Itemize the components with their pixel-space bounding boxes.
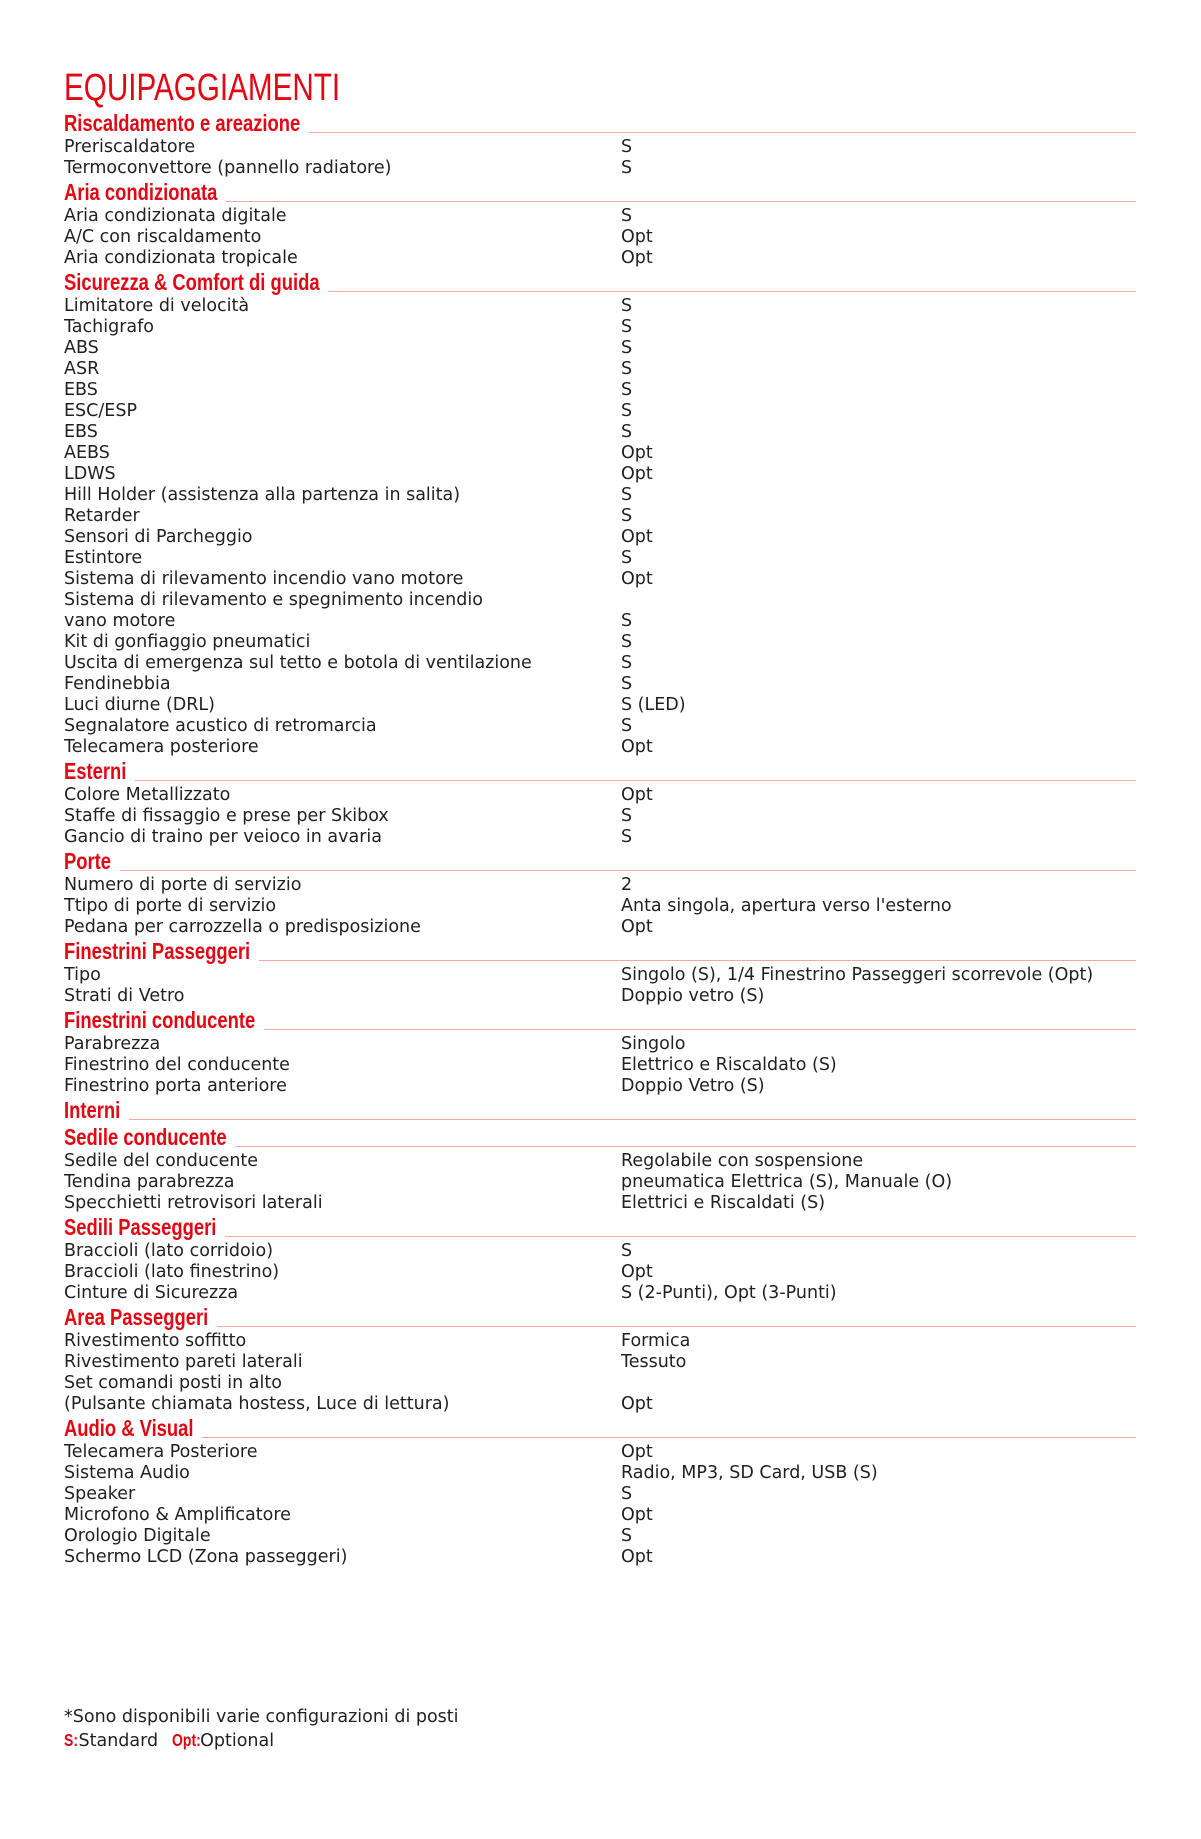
spec-row bbox=[64, 1463, 1136, 1484]
section-divider bbox=[202, 1437, 1136, 1438]
spec-value: Opt bbox=[621, 227, 653, 247]
spec-value: Anta singola, apertura verso l'esterno bbox=[621, 896, 952, 916]
spec-row bbox=[64, 1373, 1136, 1394]
section-heading bbox=[64, 1415, 1136, 1442]
spec-label: A/C con riscaldamento bbox=[64, 227, 262, 247]
section-heading-wrap bbox=[64, 1214, 225, 1241]
spec-value: Opt bbox=[621, 785, 653, 805]
legend-optional-key: Opt: bbox=[172, 1730, 201, 1750]
legend bbox=[64, 1729, 964, 1753]
spec-value: Opt bbox=[621, 527, 653, 547]
spec-label: Specchietti retrovisori laterali bbox=[64, 1193, 323, 1213]
spec-row bbox=[64, 737, 1136, 758]
equipment-document bbox=[64, 66, 1136, 1568]
spec-label: Finestrino del conducente bbox=[64, 1055, 290, 1075]
spec-row bbox=[64, 1484, 1136, 1505]
spec-value: Tessuto bbox=[621, 1352, 687, 1372]
spec-value: Opt bbox=[621, 917, 653, 937]
spec-row bbox=[64, 527, 1136, 548]
section-heading-label: Sicurezza & Comfort di guida bbox=[64, 269, 320, 295]
spec-row bbox=[64, 785, 1136, 806]
section-heading-label: Aria condizionata bbox=[64, 179, 218, 205]
spec-row bbox=[64, 674, 1136, 695]
spec-value: pneumatica Elettrica (S), Manuale (O) bbox=[621, 1172, 953, 1192]
section-heading-label: Sedile conducente bbox=[64, 1124, 227, 1150]
section-divider bbox=[259, 960, 1136, 961]
spec-row bbox=[64, 317, 1136, 338]
spec-label: ABS bbox=[64, 338, 99, 358]
section-heading bbox=[64, 1304, 1136, 1331]
section-divider bbox=[309, 132, 1136, 133]
section-heading bbox=[64, 110, 1136, 137]
spec-value: S bbox=[621, 317, 633, 337]
spec-label: Rivestimento soffitto bbox=[64, 1331, 247, 1351]
spec-label: Microfono & Amplificatore bbox=[64, 1505, 291, 1525]
spec-value: S bbox=[621, 380, 633, 400]
spec-label: Sistema di rilevamento incendio vano motore bbox=[64, 569, 464, 589]
spec-value: S bbox=[621, 206, 633, 226]
spec-label: AEBS bbox=[64, 443, 110, 463]
spec-label: Aria condizionata digitale bbox=[64, 206, 287, 226]
section-divider bbox=[235, 1146, 1136, 1147]
spec-value: Elettrico e Riscaldato (S) bbox=[621, 1055, 837, 1075]
section-divider bbox=[226, 201, 1136, 202]
spec-value bbox=[621, 1373, 1136, 1394]
spec-label: Aria condizionata tropicale bbox=[64, 248, 298, 268]
spec-row bbox=[64, 248, 1136, 269]
section-heading-label: Interni bbox=[64, 1097, 121, 1123]
spec-row bbox=[64, 485, 1136, 506]
spec-label: Finestrino porta anteriore bbox=[64, 1076, 287, 1096]
spec-label: EBS bbox=[64, 380, 98, 400]
section-heading bbox=[64, 1214, 1136, 1241]
spec-row bbox=[64, 296, 1136, 317]
spec-row bbox=[64, 1076, 1136, 1097]
section-heading bbox=[64, 848, 1136, 875]
spec-row bbox=[64, 965, 1136, 986]
spec-row bbox=[64, 986, 1136, 1007]
spec-value: S bbox=[621, 674, 633, 694]
spec-value: S bbox=[621, 158, 633, 178]
section-heading-label: Esterni bbox=[64, 758, 127, 784]
section-heading-wrap bbox=[64, 179, 226, 206]
spec-row bbox=[64, 227, 1136, 248]
spec-label: Hill Holder (assistenza alla partenza in salita) bbox=[64, 485, 461, 505]
spec-value: Singolo (S), 1/4 Finestrino Passeggeri scorrevole (Opt) bbox=[621, 965, 1094, 985]
spec-value: 2 bbox=[621, 875, 633, 895]
spec-value: S bbox=[621, 548, 633, 568]
section-heading bbox=[64, 269, 1136, 296]
spec-label: Limitatore di velocità bbox=[64, 296, 250, 316]
spec-row bbox=[64, 896, 1136, 917]
section-heading-label: Riscaldamento e areazione bbox=[64, 110, 301, 136]
spec-label: EBS bbox=[64, 422, 98, 442]
spec-value: Opt bbox=[621, 1262, 653, 1282]
spec-label: Luci diurne (DRL) bbox=[64, 695, 215, 715]
section-heading-label: Sedili Passeggeri bbox=[64, 1214, 217, 1240]
spec-row bbox=[64, 632, 1136, 653]
spec-label: Sensori di Parcheggio bbox=[64, 527, 253, 547]
spec-value: Doppio Vetro (S) bbox=[621, 1076, 765, 1096]
spec-row bbox=[64, 611, 1136, 632]
spec-value: S bbox=[621, 611, 633, 631]
spec-label: Staffe di fissaggio e prese per Skibox bbox=[64, 806, 389, 826]
section-heading bbox=[64, 1007, 1136, 1034]
section-heading-label: Area Passeggeri bbox=[64, 1304, 209, 1330]
spec-label: Strati di Vetro bbox=[64, 986, 185, 1006]
spec-value: Elettrici e Riscaldati (S) bbox=[621, 1193, 826, 1213]
spec-label: Braccioli (lato corridoio) bbox=[64, 1241, 274, 1261]
section-heading bbox=[64, 758, 1136, 785]
spec-row bbox=[64, 875, 1136, 896]
spec-value: S (LED) bbox=[621, 695, 686, 715]
spec-value: S bbox=[621, 1241, 633, 1261]
spec-row bbox=[64, 716, 1136, 737]
sections-list bbox=[64, 110, 1136, 1568]
spec-label: Tipo bbox=[64, 965, 101, 985]
section-heading-wrap bbox=[64, 110, 309, 137]
section-divider bbox=[225, 1236, 1136, 1237]
page-title: EQUIPAGGIAMENTI bbox=[64, 67, 341, 109]
spec-row bbox=[64, 1262, 1136, 1283]
spec-label: Schermo LCD (Zona passeggeri) bbox=[64, 1547, 348, 1567]
section-heading bbox=[64, 938, 1136, 965]
spec-value: S bbox=[621, 632, 633, 652]
spec-value: Regolabile con sospensione bbox=[621, 1151, 864, 1171]
spec-row bbox=[64, 506, 1136, 527]
spec-value: Opt bbox=[621, 248, 653, 268]
spec-value: S bbox=[621, 1526, 633, 1546]
spec-row bbox=[64, 1151, 1136, 1172]
section-heading-label: Finestrini Passeggeri bbox=[64, 938, 251, 964]
spec-label: Kit di gonfiaggio pneumatici bbox=[64, 632, 311, 652]
spec-label: Sistema di rilevamento e spegnimento incendio bbox=[64, 590, 483, 610]
section-heading-wrap bbox=[64, 269, 328, 296]
spec-label: Speaker bbox=[64, 1484, 136, 1504]
spec-label: Numero di porte di servizio bbox=[64, 875, 302, 895]
spec-label: Telecamera Posteriore bbox=[64, 1442, 258, 1462]
spec-label: Pedana per carrozzella o predisposizione bbox=[64, 917, 421, 937]
spec-label: Tendina parabrezza bbox=[64, 1172, 235, 1192]
spec-label: Gancio di traino per veioco in avaria bbox=[64, 827, 382, 847]
spec-label: Telecamera posteriore bbox=[64, 737, 259, 757]
spec-row bbox=[64, 569, 1136, 590]
spec-row bbox=[64, 464, 1136, 485]
spec-value: Doppio vetro (S) bbox=[621, 986, 765, 1006]
legend-standard-key: S: bbox=[64, 1730, 78, 1750]
spec-value: Formica bbox=[621, 1331, 691, 1351]
spec-row bbox=[64, 422, 1136, 443]
section-heading bbox=[64, 1097, 1136, 1124]
legend-optional-text: Optional bbox=[200, 1731, 275, 1751]
spec-label: Fendinebbia bbox=[64, 674, 171, 694]
footnotes bbox=[64, 1706, 964, 1753]
spec-row bbox=[64, 1505, 1136, 1526]
section-divider bbox=[129, 1119, 1136, 1120]
spec-label: ESC/ESP bbox=[64, 401, 137, 421]
section-heading bbox=[64, 179, 1136, 206]
section-heading-wrap bbox=[64, 848, 120, 875]
spec-value: S (2-Punti), Opt (3-Punti) bbox=[621, 1283, 837, 1303]
spec-value: S bbox=[621, 296, 633, 316]
seating-note: *Sono disponibili varie configurazioni di posti bbox=[64, 1707, 459, 1727]
spec-value: S bbox=[621, 506, 633, 526]
spec-row bbox=[64, 338, 1136, 359]
spec-value: S bbox=[621, 338, 633, 358]
spec-row bbox=[64, 443, 1136, 464]
spec-value: S bbox=[621, 716, 633, 736]
section-heading-wrap bbox=[64, 1415, 202, 1442]
spec-row bbox=[64, 1055, 1136, 1076]
section-heading-wrap bbox=[64, 938, 259, 965]
spec-value: S bbox=[621, 485, 633, 505]
spec-value: S bbox=[621, 1484, 633, 1504]
spec-row bbox=[64, 158, 1136, 179]
spec-row bbox=[64, 1034, 1136, 1055]
spec-row bbox=[64, 380, 1136, 401]
section-heading-wrap bbox=[64, 1304, 217, 1331]
spec-label: Orologio Digitale bbox=[64, 1526, 211, 1546]
section-heading-label: Porte bbox=[64, 848, 112, 874]
spec-row bbox=[64, 401, 1136, 422]
section-heading-label: Audio & Visual bbox=[64, 1415, 194, 1441]
section-heading-wrap bbox=[64, 758, 135, 785]
spec-label: Termoconvettore (pannello radiatore) bbox=[64, 158, 392, 178]
section-heading bbox=[64, 1124, 1136, 1151]
spec-value bbox=[621, 590, 1136, 611]
spec-label: (Pulsante chiamata hostess, Luce di lettura) bbox=[64, 1394, 450, 1414]
section-divider bbox=[328, 291, 1136, 292]
section-divider bbox=[217, 1326, 1136, 1327]
spec-row bbox=[64, 806, 1136, 827]
spec-row bbox=[64, 206, 1136, 227]
spec-label: Rivestimento pareti laterali bbox=[64, 1352, 303, 1372]
spec-value: Opt bbox=[621, 443, 653, 463]
spec-row bbox=[64, 359, 1136, 380]
spec-label: Braccioli (lato finestrino) bbox=[64, 1262, 280, 1282]
section-heading-wrap bbox=[64, 1097, 129, 1124]
spec-value: Opt bbox=[621, 1442, 653, 1462]
spec-label: Uscita di emergenza sul tetto e botola di ventilazione bbox=[64, 653, 532, 673]
spec-row bbox=[64, 1241, 1136, 1262]
spec-value: Opt bbox=[621, 1505, 653, 1525]
spec-value: Opt bbox=[621, 464, 653, 484]
spec-row bbox=[64, 695, 1136, 716]
spec-label: Cinture di Sicurezza bbox=[64, 1283, 239, 1303]
spec-label: Segnalatore acustico di retromarcia bbox=[64, 716, 377, 736]
spec-value: Opt bbox=[621, 1547, 653, 1567]
section-divider bbox=[120, 870, 1136, 871]
spec-row bbox=[64, 1442, 1136, 1463]
spec-label: Set comandi posti in alto bbox=[64, 1373, 282, 1393]
spec-value: S bbox=[621, 653, 633, 673]
spec-label: Tachigrafo bbox=[64, 317, 154, 337]
spec-label: Estintore bbox=[64, 548, 143, 568]
spec-row bbox=[64, 1193, 1136, 1214]
spec-row bbox=[64, 653, 1136, 674]
spec-label: vano motore bbox=[64, 611, 176, 631]
section-heading-label: Finestrini conducente bbox=[64, 1007, 256, 1033]
legend-standard-text: Standard bbox=[78, 1731, 159, 1751]
spec-label: Ttipo di porte di servizio bbox=[64, 896, 277, 916]
spec-label: Retarder bbox=[64, 506, 140, 526]
spec-value: S bbox=[621, 422, 633, 442]
spec-value: Radio, MP3, SD Card, USB (S) bbox=[621, 1463, 878, 1483]
spec-value: S bbox=[621, 401, 633, 421]
spec-label: LDWS bbox=[64, 464, 116, 484]
spec-label: Parabrezza bbox=[64, 1034, 161, 1054]
spec-row bbox=[64, 1526, 1136, 1547]
spec-row bbox=[64, 827, 1136, 848]
spec-row bbox=[64, 1331, 1136, 1352]
spec-label: Preriscaldatore bbox=[64, 137, 196, 157]
spec-row bbox=[64, 590, 1136, 611]
spec-row bbox=[64, 917, 1136, 938]
spec-row bbox=[64, 1547, 1136, 1568]
section-heading-wrap bbox=[64, 1124, 235, 1151]
spec-value: Opt bbox=[621, 737, 653, 757]
spec-label: Sistema Audio bbox=[64, 1463, 190, 1483]
spec-value: Singolo bbox=[621, 1034, 686, 1054]
spec-value: S bbox=[621, 806, 633, 826]
spec-row bbox=[64, 1283, 1136, 1304]
spec-row bbox=[64, 1352, 1136, 1373]
section-divider bbox=[264, 1029, 1136, 1030]
spec-value: S bbox=[621, 827, 633, 847]
section-heading-wrap bbox=[64, 1007, 264, 1034]
spec-value: S bbox=[621, 137, 633, 157]
spec-label: Colore Metallizzato bbox=[64, 785, 231, 805]
spec-label: ASR bbox=[64, 359, 100, 379]
spec-row bbox=[64, 137, 1136, 158]
spec-value: S bbox=[621, 359, 633, 379]
spec-value: Opt bbox=[621, 1394, 653, 1414]
spec-row bbox=[64, 1172, 1136, 1193]
section-divider bbox=[135, 780, 1136, 781]
spec-value: Opt bbox=[621, 569, 653, 589]
spec-label: Sedile del conducente bbox=[64, 1151, 259, 1171]
spec-row bbox=[64, 548, 1136, 569]
spec-row bbox=[64, 1394, 1136, 1415]
